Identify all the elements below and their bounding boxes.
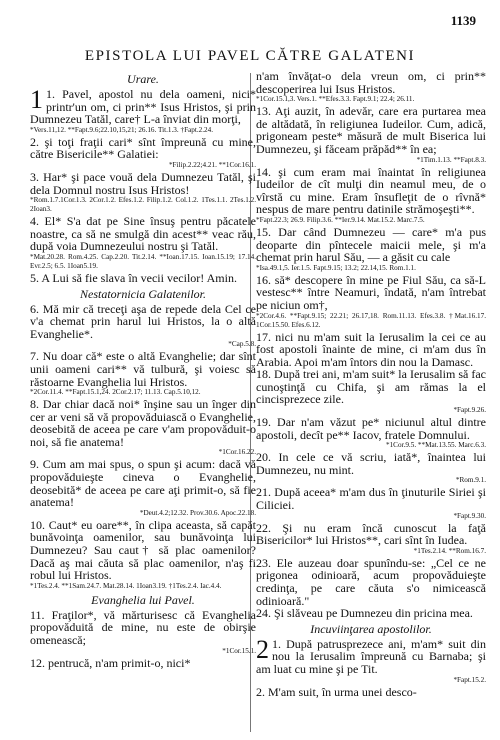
cross-references: *Filip.2.22;4.21. **1Cor.16.1. <box>168 160 256 169</box>
cross-references: *Isa.49.1,5. Ier.1.5. Fapt.9.15; 13.2; 22.14,15. Rom.1.1. <box>256 263 416 272</box>
verse-1-12: 12. pentrucă, n'am primit-o, nici* <box>30 655 191 670</box>
chapter-number-1: 1 <box>30 85 43 114</box>
verse-1-3: 3. Har* şi pace vouă dela Dumnezeu Tatăl, şi dela Domnul nostru Isus Hristos! <box>30 169 256 197</box>
cross-references: *Rom.1.7.1Cor.1.3. 2Cor.1.2. Efes.1.2. Filip.1.2. Col.1.2. 1Tes.1.1. 2Tes.1.2. 2Ioan3. <box>30 196 256 214</box>
verse-2-2: 2. M'am suit, în urma unei desco- <box>256 684 417 699</box>
verse-1-1-text: 1. Pavel, apostol nu dela oameni, nici* printr'un om, ci prin** Isus Hristos, şi prin Dumnezeu Tatăl, care† L-a înviat din morţi, <box>30 87 256 127</box>
verse-1-22: 22. Şi nu eram încă cunoscut la faţă Bisericilor* lui Hristos**, cari sînt în Iudea. <box>256 520 486 548</box>
verse-2-1-text: 1. După patrusprezece ani, m'am* suit din nou la Ierusalim împreună cu Barnaba; şi am luat cu mine şi pe Tit. <box>256 636 486 676</box>
cross-references: *1Tes.2.14. **Rom.16.7. <box>413 546 486 555</box>
verse-1-18: 18. După trei ani, m'am suit* la Ierusalim să fac cunoştinţă cu Chifa, şi am rămas la el cincisprezece zile. <box>256 367 486 407</box>
verse-1-4: 4. El* S'a dat pe Sine însuş pentru păcatele noastre, ca să ne smulgă din acest** veac rău, după voia Dumnezeului nostru şi Tatăl. <box>30 214 256 254</box>
verse-1-6: 6. Mă mir că treceţi aşa de repede dela Cel ce v'a chemat prin harul lui Hristos, la o altă Evanghelie*. <box>30 301 256 341</box>
cross-references: *1Cor.15.1. <box>222 646 256 655</box>
cross-references: *Fapt.15.2. <box>453 675 486 684</box>
cross-references: *1Cor.9.5. **Mat.13.55. Marc.6.3. <box>385 441 486 450</box>
cross-references: *2Cor.11.4. **Fapt.15.1,24. 2Cor.2.17; 11.13. Cap.5.10,12. <box>30 388 201 397</box>
verse-1-10: 10. Caut* eu oare**, în clipa aceasta, să capăt bunăvoinţa oamenilor, sau bunăvoinţa lui Dumnezeu? Sau caut† să plac oamenilor? Dacă aş mai căuta să plac oamenilor, n'aş fi robul lui Hristos. <box>30 517 256 583</box>
cross-references: *1Tim.1.13. **Fapt.8.3. <box>416 155 486 164</box>
cross-references: *Cap.5.8. <box>228 340 256 349</box>
cross-references: *Vers.11,12. **Fapt.9.6;22.10,15,21; 26.16. Tit.1.3. †Fapt.2.24. <box>30 125 214 134</box>
verse-1-2: 2. şi toţi fraţii cari* sînt împreună cu mine, către Bisericile** Galatiei: <box>30 134 256 162</box>
cross-references: *Fapt.22.3; 26.9. Filip.3.6. **Ier.9.14. Mat.15.2. Marc.7.5. <box>256 215 425 224</box>
cross-references: *2Cor.4.6. **Fapt.9.15; 22.21; 26.17,18. Rom.11.13. Efes.3.8. †Mat.16.17. 1Cor.15.50. Efes.6.12. <box>256 311 486 329</box>
verse-1-1 <box>30 85 256 127</box>
section-heading-nestatornicia: Nestatornicia Galatenilor. <box>80 286 206 301</box>
cross-references: *Fapt.9.30. <box>453 511 486 520</box>
cross-references: *1Tes.2.4. **1Sam.24.7. Mat.28.14. 1Ioan3.19. †1Tes.2.4. Iac.4.4. <box>30 581 222 590</box>
verse-1-17: 17. nici nu m'am suit la Ierusalim la cei ce au fost apostoli înainte de mine, ci m'am dus în Arabia. Apoi m'am întors din nou la Damasc. <box>256 329 486 369</box>
verse-1-9: 9. Cum am mai spus, o spun şi acum: dacă vă propovăduieşte cineva o Evanghelie, deosebită* de aceea pe care aţi primit-o, să fie anatema! <box>30 457 256 510</box>
book-title: EPISTOLA LUI PAVEL CĂTRE GALATENI <box>84 48 416 64</box>
cross-references: *Fapt.9.26. <box>453 406 486 415</box>
verse-1-23: 23. Ele auzeau doar spunîndu-se: „Cel ce ne prigonea odinioară, acum propovăduieşte credinţa, pe care căuta s'o nimicească odinioară." <box>256 555 486 608</box>
verse-1-16: 16. să* descopere în mine pe Fiul Său, ca să-L vestesc** între Neamuri, îndată, n'am întrebat pe niciun om†, <box>256 272 486 312</box>
verse-1-14: 14. şi cum eram mai înaintat în religiunea Iudeilor de cît mulţi din neamul meu, de o vîrstă cu mine. Eram însufleţit de o rîvnă* nespus de mare pentru datinile strămoşeşti**. <box>256 164 486 217</box>
left-column <box>30 70 256 736</box>
section-heading-evanghelia: Evanghelia lui Pavel. <box>91 592 195 607</box>
verse-1-15: 15. Dar când Dumnezeu — care* m'a pus deoparte din pîntecele maicii mele, şi m'a chemat prin harul Său, — a găsit cu cale <box>256 224 486 265</box>
section-heading-urare: Urare. <box>127 72 159 86</box>
verse-1-12-continued: n'am învăţat-o dela vreun om, ci prin** descoperirea lui Isus Hristos. <box>256 70 486 96</box>
chapter-number-2: 2 <box>256 634 269 664</box>
verse-1-11: 11. Fraţilor*, vă mărturisesc că Evanghelia propovăduită de mine, nu este de obirşie omenească; <box>30 607 256 647</box>
cross-references: *1Cor.16.22. <box>218 448 256 457</box>
verse-1-13: 13. Aţi auzit, în adevăr, care era purtarea mea de altădată, în religiunea Iudeilor. Cum, adică, prigoneam peste* măsură de mult Biserica lui Dumnezeu, şi făceam prăpăd** în ea; <box>256 104 486 156</box>
verse-1-21: 21. După aceea* m'am dus în ţinuturile Siriei şi Ciliciei. <box>256 485 486 513</box>
cross-references: *Mat.20.28. Rom.4.25. Cap.2.20. Tit.2.14. **Ioan.17.15. Ioan.15.19; 17.14. Evr.2.5; 6.5. 1Ioan5.19. <box>30 252 256 270</box>
verse-1-7: 7. Nu doar că* este o altă Evanghelie; dar sînt unii oameni cari** vă tulbură, şi voiesc să răstoarne Evanghelia lui Hristos. <box>30 349 256 389</box>
cross-references: *1Cor.15.1,3. Vers.1. **Efes.3.3. Fapt.9.1; 22.4; 26.11. <box>256 95 415 104</box>
page-number: 1139 <box>450 13 476 28</box>
section-heading-incuviintarea: Incuviinţarea apostolilor. <box>310 621 432 636</box>
verse-1-19: 19. Dar n'am văzut pe* niciunul altul dintre apostoli, decît pe** Iacov, fratele Domnului. <box>256 415 486 442</box>
verse-1-20: 20. In cele ce vă scriu, iată*, înaintea lui Dumnezeu, nu mint. <box>256 450 486 477</box>
cross-references: *Deut.4.2;12.32. Prov.30.6. Apoc.22.18. <box>139 508 256 517</box>
verse-1-5: 5. A Lui să fie slava în vecii vecilor! Amin. <box>30 270 237 285</box>
verse-2-1 <box>256 634 486 676</box>
verse-1-8: 8. Dar chiar dacă noi* înşine sau un înger din cer ar veni să vă propovăduiască o Evanghelie, deosebită de aceea pe care v'am propovăduit-o noi, să fie anatema! <box>30 397 256 449</box>
right-column <box>256 70 486 736</box>
cross-references: *Rom.9.1. <box>455 476 486 485</box>
verse-1-24: 24. Şi slăveau pe Dumnezeu din pricina mea. <box>256 606 473 621</box>
